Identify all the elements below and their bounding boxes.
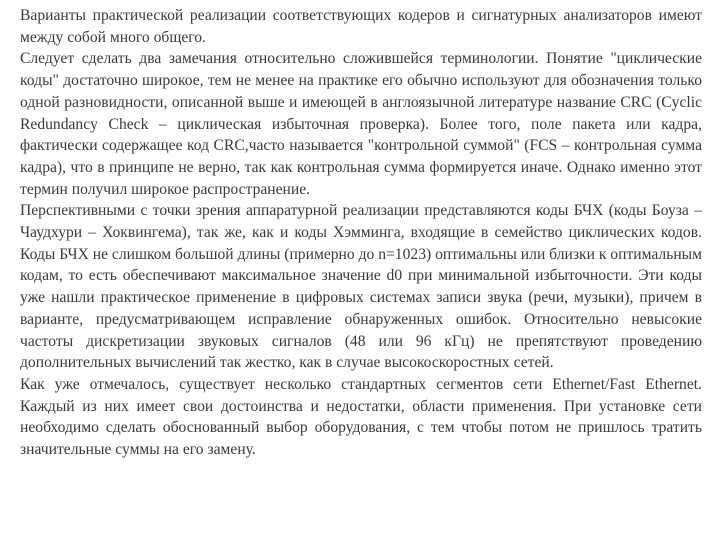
paragraph-ethernet: Как уже отмечалось, существует несколько стандартных сегментов сети Ethernet/Fast Ethernet. Каждый из них имеет свои достоинства и недостатки, области применения. При установке сети необходимо сделать обоснованный выбор оборудования, с тем чтобы потом не пришлось тратить значительные суммы на его замену. <box>20 375 702 459</box>
paragraph-terminology: Следует сделать два замечания относительно сложившейся терминологии. Понятие "циклические коды" достаточно широкое, тем не менее на практике его обычно используют для обозначения только одной разновидности, описанной выше и имеющей в англоязычной литературе название CRC (Cyclic Redundancy Check – циклическая избыточная проверка). Более того, поле пакета или кадра, фактически содержащее код CRC,часто называется "контрольной суммой" (FCS – контрольная сумма кадра), что в принципе не верно, так как контрольная сумма формируется иначе. Однако именно этот термин получил широкое распространение. <box>20 50 702 198</box>
paragraph-bch-codes: Перспективными с точки зрения аппаратурной реализации представляются коды БЧХ (коды Боуза – Чаудхури – Хоквингема), так же, как и коды Хэмминга, входящие в семейство циклических кодов. Коды БЧХ не слишком большой длины (примерно до n=1023) оптимальны или близки к оптимальным кодам, то есть обеспечивают максимальное значение d0 при минимальной избыточности. Эти коды уже нашли практическое применение в цифровых системах записи звука (речи, музыки), причем в варианте, предусматривающем исправление обнаруженных ошибок. Относительно невысокие частоты дискретизации звуковых сигналов (48 или 96 кГц) не препятствуют проведению дополнительных вычислений так жестко, как в случае высокоскоростных сетей. <box>20 202 703 372</box>
paragraph-coders: Варианты практической реализации соответствующих кодеров и сигнатурных анализаторов имеют между собой много общего. <box>20 7 702 46</box>
